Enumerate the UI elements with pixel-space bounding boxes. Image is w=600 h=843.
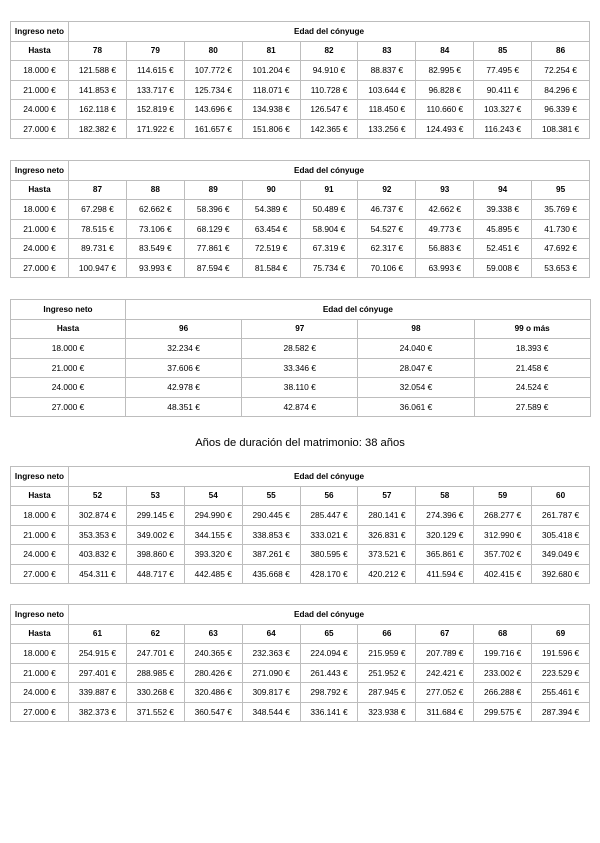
value-cell: 251.952 € bbox=[358, 663, 416, 683]
age-column-header: 69 bbox=[532, 624, 590, 644]
value-cell: 110.728 € bbox=[300, 80, 358, 100]
column-header-row bbox=[11, 180, 590, 200]
value-cell: 62.662 € bbox=[126, 200, 184, 220]
value-cell: 223.529 € bbox=[532, 663, 590, 683]
age-column-header: 99 o más bbox=[474, 319, 590, 339]
age-column-header: 81 bbox=[242, 41, 300, 61]
income-cell: 21.000 € bbox=[11, 219, 69, 239]
income-cell: 18.000 € bbox=[11, 61, 69, 81]
value-cell: 96.339 € bbox=[532, 100, 590, 120]
value-cell: 53.653 € bbox=[532, 258, 590, 278]
value-cell: 294.990 € bbox=[184, 506, 242, 526]
age-column-header: 87 bbox=[69, 180, 127, 200]
value-cell: 88.837 € bbox=[358, 61, 416, 81]
value-cell: 240.365 € bbox=[184, 644, 242, 664]
value-cell: 271.090 € bbox=[242, 663, 300, 683]
value-cell: 387.261 € bbox=[242, 545, 300, 565]
age-column-header: 91 bbox=[300, 180, 358, 200]
value-cell: 21.458 € bbox=[474, 358, 590, 378]
rate-table bbox=[10, 604, 590, 722]
value-cell: 110.660 € bbox=[416, 100, 474, 120]
rate-table bbox=[10, 299, 591, 417]
value-cell: 54.527 € bbox=[358, 219, 416, 239]
hasta-label: Hasta bbox=[11, 319, 126, 339]
value-cell: 320.486 € bbox=[184, 683, 242, 703]
value-cell: 24.524 € bbox=[474, 378, 590, 398]
value-cell: 373.521 € bbox=[358, 545, 416, 565]
age-column-header: 61 bbox=[69, 624, 127, 644]
age-column-header: 86 bbox=[532, 41, 590, 61]
value-cell: 435.668 € bbox=[242, 564, 300, 584]
value-cell: 81.584 € bbox=[242, 258, 300, 278]
value-cell: 339.887 € bbox=[69, 683, 127, 703]
value-cell: 28.582 € bbox=[242, 339, 358, 359]
value-cell: 297.401 € bbox=[69, 663, 127, 683]
value-cell: 84.296 € bbox=[532, 80, 590, 100]
value-cell: 42.662 € bbox=[416, 200, 474, 220]
value-cell: 82.995 € bbox=[416, 61, 474, 81]
value-cell: 45.895 € bbox=[474, 219, 532, 239]
value-cell: 242.421 € bbox=[416, 663, 474, 683]
age-column-header: 83 bbox=[358, 41, 416, 61]
table-row bbox=[11, 80, 590, 100]
value-cell: 134.938 € bbox=[242, 100, 300, 120]
value-cell: 392.680 € bbox=[532, 564, 590, 584]
value-cell: 215.959 € bbox=[358, 644, 416, 664]
header-row bbox=[11, 161, 590, 181]
value-cell: 118.071 € bbox=[242, 80, 300, 100]
age-column-header: 79 bbox=[126, 41, 184, 61]
table-row bbox=[11, 702, 590, 722]
value-cell: 299.575 € bbox=[474, 702, 532, 722]
value-cell: 47.692 € bbox=[532, 239, 590, 259]
value-cell: 274.396 € bbox=[416, 506, 474, 526]
value-cell: 142.365 € bbox=[300, 119, 358, 139]
value-cell: 280.426 € bbox=[184, 663, 242, 683]
value-cell: 33.346 € bbox=[242, 358, 358, 378]
value-cell: 77.495 € bbox=[474, 61, 532, 81]
income-header: Ingreso neto bbox=[11, 22, 69, 42]
value-cell: 108.381 € bbox=[532, 119, 590, 139]
spouse-age-header: Edad del cónyuge bbox=[69, 605, 590, 625]
value-cell: 101.204 € bbox=[242, 61, 300, 81]
value-cell: 141.853 € bbox=[69, 80, 127, 100]
value-cell: 442.485 € bbox=[184, 564, 242, 584]
age-column-header: 80 bbox=[184, 41, 242, 61]
value-cell: 67.319 € bbox=[300, 239, 358, 259]
header-row bbox=[11, 605, 590, 625]
value-cell: 18.393 € bbox=[474, 339, 590, 359]
value-cell: 380.595 € bbox=[300, 545, 358, 565]
age-column-header: 96 bbox=[126, 319, 242, 339]
income-cell: 21.000 € bbox=[11, 80, 69, 100]
rate-table bbox=[10, 160, 590, 278]
age-column-header: 68 bbox=[474, 624, 532, 644]
value-cell: 323.938 € bbox=[358, 702, 416, 722]
value-cell: 448.717 € bbox=[126, 564, 184, 584]
value-cell: 302.874 € bbox=[69, 506, 127, 526]
value-cell: 454.311 € bbox=[69, 564, 127, 584]
value-cell: 58.396 € bbox=[184, 200, 242, 220]
value-cell: 261.787 € bbox=[532, 506, 590, 526]
value-cell: 320.129 € bbox=[416, 525, 474, 545]
income-cell: 18.000 € bbox=[11, 200, 69, 220]
value-cell: 38.110 € bbox=[242, 378, 358, 398]
hasta-label: Hasta bbox=[11, 624, 69, 644]
table-row bbox=[11, 339, 591, 359]
value-cell: 133.717 € bbox=[126, 80, 184, 100]
value-cell: 280.141 € bbox=[358, 506, 416, 526]
value-cell: 298.792 € bbox=[300, 683, 358, 703]
spouse-age-header: Edad del cónyuge bbox=[69, 22, 590, 42]
value-cell: 330.268 € bbox=[126, 683, 184, 703]
value-cell: 382.373 € bbox=[69, 702, 127, 722]
value-cell: 78.515 € bbox=[69, 219, 127, 239]
value-cell: 161.657 € bbox=[184, 119, 242, 139]
value-cell: 402.415 € bbox=[474, 564, 532, 584]
value-cell: 124.493 € bbox=[416, 119, 474, 139]
table-row bbox=[11, 100, 590, 120]
age-column-header: 88 bbox=[126, 180, 184, 200]
value-cell: 266.288 € bbox=[474, 683, 532, 703]
age-column-header: 60 bbox=[532, 486, 590, 506]
value-cell: 114.615 € bbox=[126, 61, 184, 81]
age-column-header: 97 bbox=[242, 319, 358, 339]
value-cell: 224.094 € bbox=[300, 644, 358, 664]
value-cell: 333.021 € bbox=[300, 525, 358, 545]
income-cell: 18.000 € bbox=[11, 506, 69, 526]
value-cell: 35.769 € bbox=[532, 200, 590, 220]
income-cell: 24.000 € bbox=[11, 378, 126, 398]
value-cell: 261.443 € bbox=[300, 663, 358, 683]
income-header: Ingreso neto bbox=[11, 467, 69, 487]
value-cell: 63.993 € bbox=[416, 258, 474, 278]
value-cell: 121.588 € bbox=[69, 61, 127, 81]
value-cell: 89.731 € bbox=[69, 239, 127, 259]
table-row bbox=[11, 564, 590, 584]
value-cell: 41.730 € bbox=[532, 219, 590, 239]
value-cell: 182.382 € bbox=[69, 119, 127, 139]
income-cell: 27.000 € bbox=[11, 397, 126, 417]
value-cell: 344.155 € bbox=[184, 525, 242, 545]
table-row bbox=[11, 663, 590, 683]
age-column-header: 95 bbox=[532, 180, 590, 200]
table-row bbox=[11, 219, 590, 239]
value-cell: 96.828 € bbox=[416, 80, 474, 100]
column-header-row bbox=[11, 624, 590, 644]
value-cell: 54.389 € bbox=[242, 200, 300, 220]
income-cell: 27.000 € bbox=[11, 702, 69, 722]
hasta-label: Hasta bbox=[11, 41, 69, 61]
value-cell: 37.606 € bbox=[126, 358, 242, 378]
value-cell: 126.547 € bbox=[300, 100, 358, 120]
income-header: Ingreso neto bbox=[11, 605, 69, 625]
age-column-header: 52 bbox=[69, 486, 127, 506]
hasta-label: Hasta bbox=[11, 486, 69, 506]
value-cell: 353.353 € bbox=[69, 525, 127, 545]
table-row bbox=[11, 683, 590, 703]
age-column-header: 57 bbox=[358, 486, 416, 506]
value-cell: 56.883 € bbox=[416, 239, 474, 259]
value-cell: 59.008 € bbox=[474, 258, 532, 278]
value-cell: 338.853 € bbox=[242, 525, 300, 545]
value-cell: 287.394 € bbox=[532, 702, 590, 722]
value-cell: 255.461 € bbox=[532, 683, 590, 703]
value-cell: 312.990 € bbox=[474, 525, 532, 545]
value-cell: 191.596 € bbox=[532, 644, 590, 664]
table-row bbox=[11, 258, 590, 278]
value-cell: 247.701 € bbox=[126, 644, 184, 664]
age-column-header: 53 bbox=[126, 486, 184, 506]
age-column-header: 93 bbox=[416, 180, 474, 200]
value-cell: 32.054 € bbox=[358, 378, 474, 398]
hasta-label: Hasta bbox=[11, 180, 69, 200]
age-column-header: 94 bbox=[474, 180, 532, 200]
age-column-header: 85 bbox=[474, 41, 532, 61]
value-cell: 336.141 € bbox=[300, 702, 358, 722]
table-row bbox=[11, 239, 590, 259]
value-cell: 365.861 € bbox=[416, 545, 474, 565]
income-header: Ingreso neto bbox=[11, 300, 126, 320]
value-cell: 411.594 € bbox=[416, 564, 474, 584]
table-row bbox=[11, 119, 590, 139]
value-cell: 72.254 € bbox=[532, 61, 590, 81]
value-cell: 32.234 € bbox=[126, 339, 242, 359]
value-cell: 309.817 € bbox=[242, 683, 300, 703]
value-cell: 420.212 € bbox=[358, 564, 416, 584]
value-cell: 94.910 € bbox=[300, 61, 358, 81]
age-column-header: 63 bbox=[184, 624, 242, 644]
income-cell: 27.000 € bbox=[11, 564, 69, 584]
value-cell: 49.773 € bbox=[416, 219, 474, 239]
value-cell: 93.993 € bbox=[126, 258, 184, 278]
value-cell: 305.418 € bbox=[532, 525, 590, 545]
age-column-header: 62 bbox=[126, 624, 184, 644]
value-cell: 90.411 € bbox=[474, 80, 532, 100]
value-cell: 143.696 € bbox=[184, 100, 242, 120]
age-column-header: 66 bbox=[358, 624, 416, 644]
value-cell: 151.806 € bbox=[242, 119, 300, 139]
value-cell: 72.519 € bbox=[242, 239, 300, 259]
age-column-header: 98 bbox=[358, 319, 474, 339]
value-cell: 199.716 € bbox=[474, 644, 532, 664]
value-cell: 171.922 € bbox=[126, 119, 184, 139]
spouse-age-header: Edad del cónyuge bbox=[126, 300, 591, 320]
value-cell: 73.106 € bbox=[126, 219, 184, 239]
income-cell: 21.000 € bbox=[11, 358, 126, 378]
age-column-header: 59 bbox=[474, 486, 532, 506]
value-cell: 62.317 € bbox=[358, 239, 416, 259]
age-column-header: 55 bbox=[242, 486, 300, 506]
value-cell: 39.338 € bbox=[474, 200, 532, 220]
value-cell: 27.589 € bbox=[474, 397, 590, 417]
income-cell: 24.000 € bbox=[11, 239, 69, 259]
table-row bbox=[11, 506, 590, 526]
value-cell: 428.170 € bbox=[300, 564, 358, 584]
age-column-header: 67 bbox=[416, 624, 474, 644]
income-header: Ingreso neto bbox=[11, 161, 69, 181]
table-row bbox=[11, 525, 590, 545]
value-cell: 287.945 € bbox=[358, 683, 416, 703]
value-cell: 393.320 € bbox=[184, 545, 242, 565]
income-cell: 21.000 € bbox=[11, 525, 69, 545]
age-column-header: 64 bbox=[242, 624, 300, 644]
value-cell: 36.061 € bbox=[358, 397, 474, 417]
age-column-header: 56 bbox=[300, 486, 358, 506]
value-cell: 125.734 € bbox=[184, 80, 242, 100]
value-cell: 42.978 € bbox=[126, 378, 242, 398]
value-cell: 268.277 € bbox=[474, 506, 532, 526]
table-row bbox=[11, 200, 590, 220]
age-column-header: 54 bbox=[184, 486, 242, 506]
table-row bbox=[11, 644, 590, 664]
value-cell: 357.702 € bbox=[474, 545, 532, 565]
value-cell: 42.874 € bbox=[242, 397, 358, 417]
value-cell: 116.243 € bbox=[474, 119, 532, 139]
value-cell: 403.832 € bbox=[69, 545, 127, 565]
value-cell: 299.145 € bbox=[126, 506, 184, 526]
table-row bbox=[11, 61, 590, 81]
value-cell: 232.363 € bbox=[242, 644, 300, 664]
header-row bbox=[11, 300, 591, 320]
value-cell: 254.915 € bbox=[69, 644, 127, 664]
income-cell: 24.000 € bbox=[11, 683, 69, 703]
value-cell: 107.772 € bbox=[184, 61, 242, 81]
value-cell: 349.002 € bbox=[126, 525, 184, 545]
age-column-header: 82 bbox=[300, 41, 358, 61]
value-cell: 207.789 € bbox=[416, 644, 474, 664]
income-cell: 27.000 € bbox=[11, 258, 69, 278]
age-column-header: 58 bbox=[416, 486, 474, 506]
column-header-row bbox=[11, 319, 591, 339]
age-column-header: 92 bbox=[358, 180, 416, 200]
column-header-row bbox=[11, 41, 590, 61]
age-column-header: 90 bbox=[242, 180, 300, 200]
income-cell: 18.000 € bbox=[11, 644, 69, 664]
value-cell: 103.327 € bbox=[474, 100, 532, 120]
value-cell: 288.985 € bbox=[126, 663, 184, 683]
value-cell: 48.351 € bbox=[126, 397, 242, 417]
value-cell: 349.049 € bbox=[532, 545, 590, 565]
value-cell: 360.547 € bbox=[184, 702, 242, 722]
value-cell: 290.445 € bbox=[242, 506, 300, 526]
value-cell: 285.447 € bbox=[300, 506, 358, 526]
value-cell: 67.298 € bbox=[69, 200, 127, 220]
value-cell: 152.819 € bbox=[126, 100, 184, 120]
value-cell: 50.489 € bbox=[300, 200, 358, 220]
income-cell: 21.000 € bbox=[11, 663, 69, 683]
value-cell: 83.549 € bbox=[126, 239, 184, 259]
income-cell: 27.000 € bbox=[11, 119, 69, 139]
value-cell: 311.684 € bbox=[416, 702, 474, 722]
value-cell: 326.831 € bbox=[358, 525, 416, 545]
value-cell: 68.129 € bbox=[184, 219, 242, 239]
value-cell: 28.047 € bbox=[358, 358, 474, 378]
value-cell: 77.861 € bbox=[184, 239, 242, 259]
value-cell: 348.544 € bbox=[242, 702, 300, 722]
spouse-age-header: Edad del cónyuge bbox=[69, 161, 590, 181]
value-cell: 70.106 € bbox=[358, 258, 416, 278]
age-column-header: 84 bbox=[416, 41, 474, 61]
header-row bbox=[11, 467, 590, 487]
value-cell: 162.118 € bbox=[69, 100, 127, 120]
value-cell: 233.002 € bbox=[474, 663, 532, 683]
value-cell: 103.644 € bbox=[358, 80, 416, 100]
value-cell: 87.594 € bbox=[184, 258, 242, 278]
age-column-header: 89 bbox=[184, 180, 242, 200]
value-cell: 75.734 € bbox=[300, 258, 358, 278]
income-cell: 24.000 € bbox=[11, 100, 69, 120]
value-cell: 118.450 € bbox=[358, 100, 416, 120]
rate-table bbox=[10, 21, 590, 139]
value-cell: 100.947 € bbox=[69, 258, 127, 278]
spouse-age-header: Edad del cónyuge bbox=[69, 467, 590, 487]
value-cell: 277.052 € bbox=[416, 683, 474, 703]
value-cell: 398.860 € bbox=[126, 545, 184, 565]
table-row bbox=[11, 358, 591, 378]
age-column-header: 65 bbox=[300, 624, 358, 644]
column-header-row bbox=[11, 486, 590, 506]
rate-table bbox=[10, 466, 590, 584]
value-cell: 63.454 € bbox=[242, 219, 300, 239]
value-cell: 58.904 € bbox=[300, 219, 358, 239]
table-row bbox=[11, 378, 591, 398]
table-row bbox=[11, 545, 590, 565]
value-cell: 371.552 € bbox=[126, 702, 184, 722]
value-cell: 52.451 € bbox=[474, 239, 532, 259]
income-cell: 18.000 € bbox=[11, 339, 126, 359]
table-row bbox=[11, 397, 591, 417]
section-title: Años de duración del matrimonio: 38 años bbox=[195, 437, 405, 449]
income-cell: 24.000 € bbox=[11, 545, 69, 565]
age-column-header: 78 bbox=[69, 41, 127, 61]
value-cell: 24.040 € bbox=[358, 339, 474, 359]
header-row bbox=[11, 22, 590, 42]
value-cell: 133.256 € bbox=[358, 119, 416, 139]
value-cell: 46.737 € bbox=[358, 200, 416, 220]
